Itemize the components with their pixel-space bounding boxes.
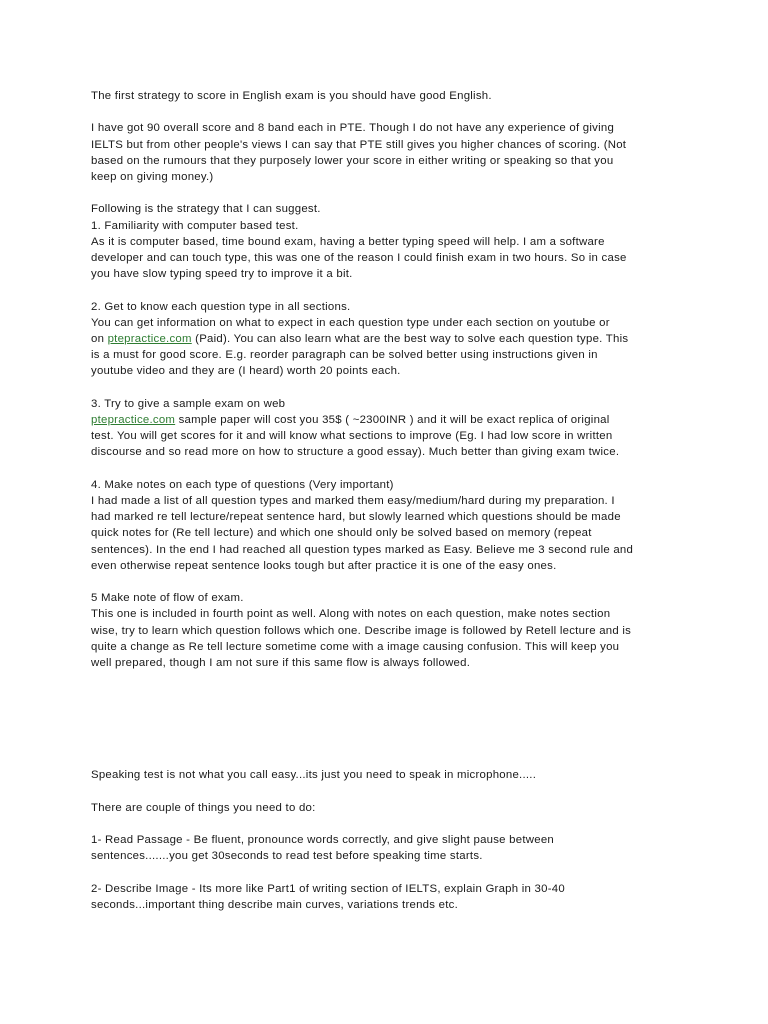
couple-things-paragraph: [91, 800, 691, 816]
strategy-2-paragraph: [91, 299, 691, 380]
strategy-1-title: 1. Familiarity with computer based test.: [91, 219, 299, 232]
strategy-4-title: 4. Make notes on each type of questions (Very important): [91, 478, 394, 491]
text-line: [91, 412, 691, 428]
score-paragraph: [91, 120, 691, 185]
document-page: [91, 88, 691, 929]
text-line: The first strategy to score in English exam is you should have good English.: [91, 90, 492, 102]
strategy-4-paragraph: [91, 477, 691, 574]
blank-gap: [91, 687, 691, 767]
text-line: This one is included in fourth point as well. Along with notes on each question, make notes section: [91, 608, 611, 621]
text-line: [91, 331, 691, 347]
speaking-intro-paragraph: [91, 767, 691, 783]
text-line: There are couple of things you need to do:: [91, 801, 316, 814]
text-line: is a must for good score. E.g. reorder paragraph can be solved better using instructions given in: [91, 349, 598, 362]
text-line: You can get information on what to expect in each question type under each section on youtube or: [91, 316, 610, 329]
strategy-1-paragraph: [91, 201, 691, 282]
text-line: developer and can touch type, this was one of the reason I could finish exam in two hours. So in case: [91, 252, 627, 264]
text-segment: sample paper will cost you 35$ ( ~2300INR ) and it will be exact replica of original: [175, 414, 610, 426]
text-segment: on: [91, 333, 108, 345]
text-line: wise, try to learn which question follows which one. Describe image is followed by Retell lecture and is: [91, 624, 632, 637]
text-line: sentences.......you get 30seconds to read test before speaking time starts.: [91, 850, 483, 863]
strategy-intro: Following is the strategy that I can suggest.: [91, 203, 321, 216]
text-line: even otherwise repeat sentence looks tough but after practice it is one of the easy ones.: [91, 559, 557, 572]
text-line: discourse and so read more on how to structure a good essay). Much better than giving exam twice.: [91, 446, 620, 459]
ptepractice-link[interactable]: ptepractice.com: [91, 414, 176, 426]
text-line: sentences). In the end I had reached all question types marked as Easy. Believe me 3 second rule and: [91, 543, 634, 556]
text-line: you have slow typing speed try to improve it a bit.: [91, 268, 353, 281]
intro-paragraph: [91, 88, 691, 104]
text-line: 2- Describe Image - Its more like Part1 of writing section of IELTS, explain Graph in 30-40: [91, 882, 565, 895]
text-line: 1- Read Passage - Be fluent, pronounce words correctly, and give slight pause between: [91, 834, 554, 847]
text-line: youtube video and they are (I heard) worth 20 points each.: [91, 365, 401, 378]
text-line: quite a change as Re tell lecture sometime come with a image causing confusion. This will keep you: [91, 640, 620, 653]
text-line: I had made a list of all question types and marked them easy/medium/hard during my preparation. I: [91, 495, 615, 507]
strategy-3-title: 3. Try to give a sample exam on web: [91, 397, 286, 410]
strategy-5-paragraph: [91, 590, 691, 671]
text-line: had marked re tell lecture/repeat sentence hard, but slowly learned which questions should be made: [91, 511, 621, 524]
text-line: seconds...important thing describe main curves, variations trends etc.: [91, 898, 458, 911]
text-line: keep on giving money.): [91, 171, 214, 183]
describe-image-paragraph: [91, 881, 691, 913]
text-line: quick notes for (Re tell lecture) and which one should only be solved based on memory (repeat: [91, 527, 592, 540]
text-line: well prepared, though I am not sure if this same flow is always followed.: [91, 657, 471, 670]
text-line: Speaking test is not what you call easy...its just you need to speak in microphone.....: [91, 769, 537, 782]
strategy-5-title: 5 Make note of flow of exam.: [91, 592, 244, 605]
text-segment: (Paid). You can also learn what are the best way to solve each question type. This: [191, 333, 629, 345]
text-line: As it is computer based, time bound exam, having a better typing speed will help. I am a software: [91, 235, 605, 248]
text-line: IELTS but from other people's views I can say that PTE still gives you higher chances of scoring. (Not: [91, 138, 627, 151]
strategy-2-title: 2. Get to know each question type in all sections.: [91, 300, 351, 313]
text-line: I have got 90 overall score and 8 band each in PTE. Though I do not have any experience of giving: [91, 122, 615, 135]
read-passage-paragraph: [91, 832, 691, 864]
ptepractice-link[interactable]: ptepractice.com: [107, 333, 192, 345]
text-line: test. You will get scores for it and will know what sections to improve (Eg. I had low score in written: [91, 430, 613, 443]
text-line: based on the rumours that they purposely lower your score in either writing or speaking so that you: [91, 154, 614, 167]
strategy-3-paragraph: [91, 396, 691, 461]
